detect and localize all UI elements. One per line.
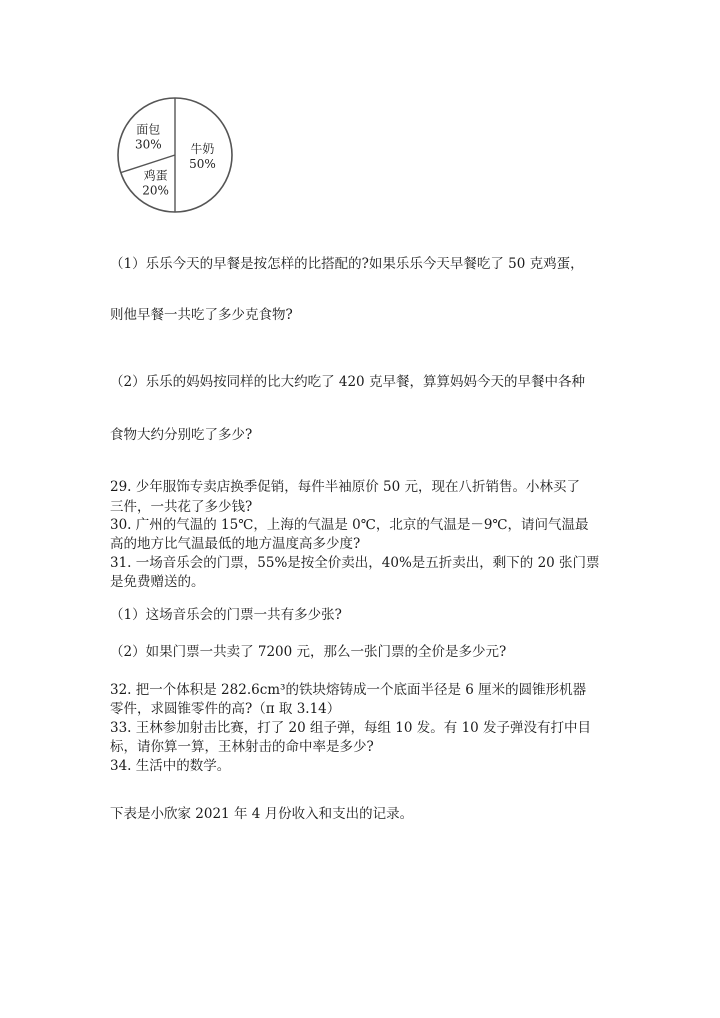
- pie-slice-label-1: 鸡蛋: [143, 168, 168, 183]
- question-33-line2: 标，请你算一算，王林射击的命中率是多少?: [110, 739, 374, 755]
- question-29-line2: 三件，一共花了多少钱?: [110, 499, 253, 515]
- pie-slice-value-2: 30%: [134, 137, 162, 152]
- question-34-title: 34. 生活中的数学。: [110, 758, 231, 774]
- pie-slice-label-0: 牛奶: [190, 142, 215, 156]
- question-28-part1-line2: 则他早餐一共吃了多少克食物?: [110, 307, 293, 323]
- breakfast-pie-chart: [110, 90, 240, 220]
- question-31-line2: 是免费赠送的。: [110, 574, 205, 590]
- pie-slice-value-0: 50%: [189, 157, 216, 171]
- question-34-intro: 下表是小欣家 2021 年 4 月份收入和支出的记录。: [110, 806, 414, 822]
- question-32-line1: 32. 把一个体积是 282.6cm³的铁块熔铸成一个底面半径是 6 厘米的圆锥形机器: [110, 682, 587, 698]
- question-32-line2: 零件，求圆锥零件的高?（π 取 3.14）: [110, 701, 341, 717]
- question-30-line2: 高的地方比气温最低的地方温度高多少度?: [110, 536, 361, 552]
- question-30-line1: 30. 广州的气温的 15℃，上海的气温是 0℃，北京的气温是－9℃，请问气温最: [110, 517, 589, 533]
- question-28-part1-line1: （1）乐乐今天的早餐是按怎样的比搭配的?如果乐乐今天早餐吃了 50 克鸡蛋，: [110, 256, 584, 272]
- question-33-line1: 33. 王林参加射击比赛，打了 20 组子弹，每组 10 发。有 10 发子弹没有打中目: [110, 720, 592, 736]
- question-29-line1: 29. 少年服饰专卖店换季促销，每件半袖原价 50 元，现在八折销售。小林买了: [110, 479, 581, 495]
- question-28-part2-line2: 食物大约分别吃了多少?: [110, 427, 253, 443]
- pie-slice-value-1: 20%: [142, 183, 169, 198]
- question-31-part1: （1）这场音乐会的门票一共有多少张?: [110, 607, 342, 623]
- question-28-part2-line1: （2）乐乐的妈妈按同样的比大约吃了 420 克早餐，算算妈妈今天的早餐中各种: [110, 374, 585, 390]
- pie-slice-label-2: 面包: [136, 122, 161, 137]
- question-31-part2: （2）如果门票一共卖了 7200 元，那么一张门票的全价是多少元?: [110, 644, 507, 660]
- question-31-line1: 31. 一场音乐会的门票，55%是按全价卖出，40%是五折卖出，剩下的 20 张门票: [110, 555, 600, 571]
- pie-chart-svg: [110, 90, 240, 220]
